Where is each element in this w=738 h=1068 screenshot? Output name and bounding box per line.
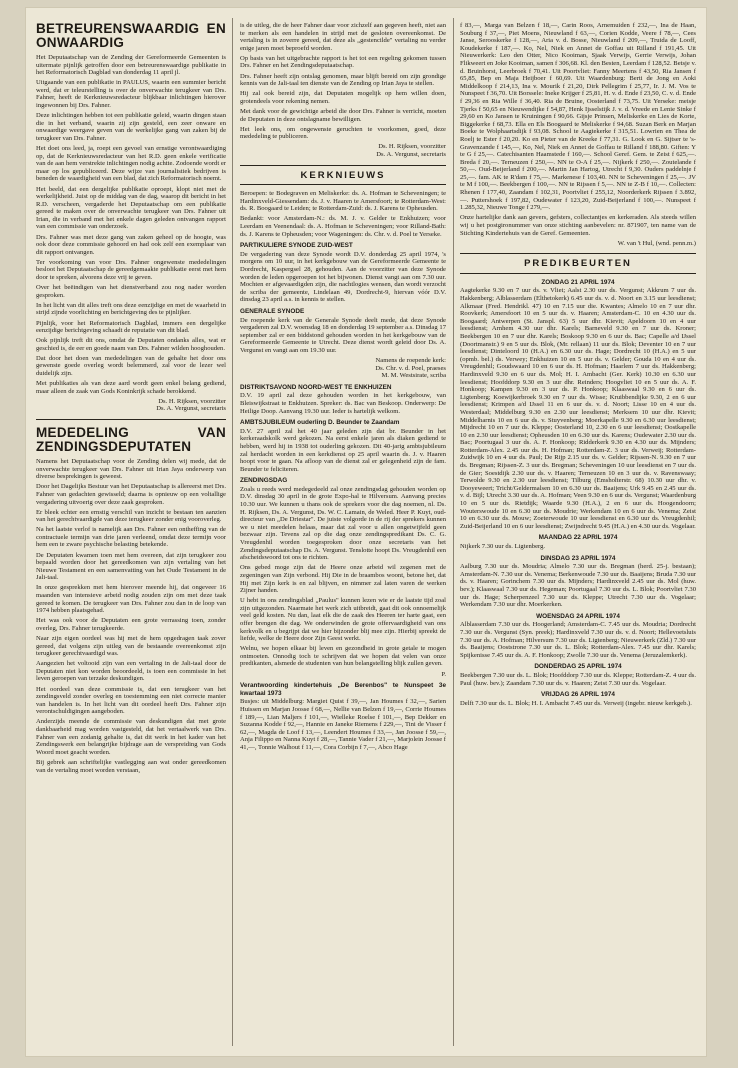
paragraph: Aalburg 7.30 uur ds. Moudria; Almelo 7.30 uur ds. Bregman (herd. 25-j. bestaan); Amsterdam-N. 7.30 uur ds. Venema; Berkenwoude 7.30 uur ds. Baaijens; Bruda 7.30 uur ds. v. Haaren; Gorinchem 7.30 uur ds. Mijnders; Hardinxveld 2.45 uur ds. Mol (huw. bev.); Klaaswaal 7.30 uur ds. Hegeman; Poortugaal 7.30 uur ds. L. Blok; Poortvliet 7.30 uur ds. Hage; Scherpenzeel 7.30 uur ds. Kleppe; Utrecht 7.30 uur ds. Vogelaar; Werkendam 7.30 uur dhr. Moerkerken. <box>460 563 696 609</box>
paragraph: Door het Dagelijks Bestuur van het Deputaatschap is allereerst met Drs. Fahner van gedachten gewisseld; daarna is opnieuw op een voltallige vergadering uitvoerig over deze zaak gesproken. <box>36 483 226 506</box>
subheading: PARTIKULIERE SYNODE ZUID-WEST <box>240 242 353 250</box>
paragraph: Aangezien het voltooid zijn van een vertaling in de Jali-taal door de Deputaten niet kon worden beoordeeld, is toen een commissie in het leven geroepen van terzake deskundigen. <box>36 660 226 683</box>
day-heading: DINSDAG 23 APRIL 1974 <box>540 554 616 562</box>
paragraph: Alblasserdam 7.30 uur ds. Hoogerland; Amsterdam-C. 7.45 uur ds. Moudria; Dordrecht 7.30 uur ds. Vergunst (Syn. preek); Hardinxveld 7.30 uur ds. v. d. Noort; Hellevoetsluis 7.30 uur ds. A. Hofman; Hilversum 7.30 uur ds. Ligtenberg; Nieuwerkerk (Zld.) 7.30 uur ds. Baaijens; Ooststrone 7.30 uur ds. L. Blok; Rotterdam-Alex. 7.45 uur dhr. Karels; Spijkenisse 7.45 uur ds. A. F. Honkoop; Zwolle 7.30 uur ds. Venema (Jeruzalemkerk). <box>460 621 696 659</box>
subheading: AMBTSJUBILEUM ouderling D. Beunder te Zaandam <box>240 419 400 427</box>
paragraph: Drs. Fahner was met deze gang van zaken geheel op de hoogte, was ook door deze commissie gehoord en had ook zelf een exemplaar van dit rapport ontvangen. <box>36 233 226 256</box>
section-rule <box>460 253 696 254</box>
paragraph: Met publikaties als van deze aard wordt geen enkel belang gediend, maar alleen de zaak van Gods Koninkrijk schade berokkend. <box>36 380 226 395</box>
signature: Ds. H. Rijksen, voorzitter <box>158 397 226 405</box>
paragraph: D.V. 27 april zal het 40 jaar geleden zijn dat br. Beunder in het kerkeraadskolk werd gekozen. Na eerst enkele jaren als diaken gediend te hebben, werd hij in 1938 tot ouderling gekozen. Dit 40-jarig ambtsjubileum zal herdacht worden in een kerkdienst op 25 april waarin ds. J. v. Haaren hoopt voor te gaan. Na afloop van de dienst zal er gelegenheid zijn de fam. Beunder te feliciteren. <box>240 427 446 473</box>
column-left <box>36 22 226 1046</box>
signature: W. van 't Hul, (wnd. penn.m.) <box>617 239 696 247</box>
subheading: DISTRIKTSAVOND NOORD-WEST TE ENKHUIZEN <box>240 383 392 391</box>
paragraph: Busjes: uit Middelburg: Margiet Quist f 39,—, Jan Houmes f 32,—, Sarien Huissen en Marjan Joosse f 68,—, Nellie van Belzen f 19,—, Corrie Houmes f 189,—, Lian Maljers f 101,—, Wielleke Roelse f 101,—, Bep Dekker en Suzanna Kodde f 92,—, Hannie en Janeke Riemens f 229,—, Tini de Visser f 62,—, Magda de Loof f 13,—, Leendert Houmes f 33,—, Jan Joosse f 59,—, Anja Filippo en Nanna Kuyt f 28,—, Tannie Vader f 21,—, Marjolein Joosse f 41,—, Tonnie Walhout f 11,—, Cora Corbijn f 7,—, Abco Hage <box>240 698 446 751</box>
signature: Namens de roepende kerk: <box>375 356 446 364</box>
column-divider <box>232 18 233 1046</box>
section-rule <box>240 165 446 166</box>
section-rule <box>240 184 446 185</box>
day-heading: DONDERDAG 25 APRIL 1974 <box>534 663 622 671</box>
signature: Ds. Chr. v. d. Poel, praeses <box>375 364 446 372</box>
paragraph: Het doet ons leed, ja, roept een gevoel van ernstige verontwaardiging op, dat de Kerknieuwsredacteur van het R.D. geen enkele verificatie van de aan hem verstrekte inlichtingen nodig achtte. Zodoende wordt er maar op los gepubliceerd. Deze wijze van journalistiek bedrijven is beneden de waardigheid van een blad, dat zich Reformatorisch noemt. <box>36 145 226 183</box>
paragraph: Drs. Fahner heeft zijn ontslag genomen, maar blijft bereid om zijn grondige kennis van de Jali-taal ten dienste van de Zending op Irian Jaya te stellen. <box>240 72 446 88</box>
subheading: ZENDINGSDAG <box>240 477 288 485</box>
paragraph: is de uitleg, die de heer Fahner daar voor zichzelf aan gegeven heeft, niet aan te merken als een handelen in strijd met de gesloten overeenkomst. De vertaling is in zoverre gereed, dat deze als „gestencilde" vertaling nu verder enige jaren moet beproefd worden. <box>240 22 446 52</box>
paragraph: Ter voorkoming van voor Drs. Fahner ongewenste mededelingen besloot het Deputaatschap de gereedgemaakte publikatie eerst met hem door te spreken, alvorens deze vrij te geven. <box>36 258 226 282</box>
paragraph: In onze gesprekken met hem hierover meende hij, dat ongeveer 16 maanden van intensieve arbeid nodig zouden zijn om met deze taak gereed te komen. De terugkeer van Drs. Fahner zou dan in de loop van 1974 hebben plaatsgehad. <box>36 584 226 615</box>
signature: Ds. H. Rijksen, voorzitter <box>378 143 446 151</box>
section-rule <box>460 273 696 274</box>
paragraph: Ook pijnlijk treft dit ons, omdat de Deputaten ondanks alles, wat er geschied is, de eer en goede naam van Drs. Fahner wilden hooghouden. <box>36 337 226 352</box>
paragraph: Nijkerk 7.30 uur ds. Ligtenberg. <box>460 543 546 550</box>
paragraph: Beroepen: te Bodegraven en Meliskerke: ds. A. Hofman te Scheveningen; te Hardinxveld-Giessendam: ds. J. v. Haaren te Amersfoort; te Rotterdam-West: ds. R. Boogaard te Leiden; te Rotterdam-Zuid: ds. J. Karens te Opheusden. <box>240 190 446 213</box>
paragraph: In het licht van dit alles treft ons deze eenzijdige en met de waarheid in strijd zijnde voorlichting en berichtgeving des te pijnlijker. <box>36 301 226 317</box>
paragraph: Over het beëindigen van het dienstverband zou nog nader worden gesproken. <box>36 284 226 299</box>
column-middle <box>240 22 446 1046</box>
section-rule <box>36 419 226 420</box>
day-heading: VRIJDAG 26 APRIL 1974 <box>541 691 615 699</box>
paragraph: Deze inlichtingen hebben tot een publikatie geleid, waarin dingen staan die in het verband, waarin zij zijn gesteld, een zeer onware en onwaardige weergave geven van de werkelijke gang van zaken bij de terugkeer van Drs. Fahner. <box>36 112 226 142</box>
subheading: GENERALE SYNODE <box>240 307 305 315</box>
paragraph: Na het laatste verlof is namelijk aan Drs. Fahner een ontheffing van de contractuele termijn van drie jaren verleend, omdat deze termijn voor hem een te zware psychische belasting betekende. <box>36 526 226 549</box>
paragraph: Welnu, we hopen elkaar bij leven en gezondheid in grote getale te mogen ontmoeten. Onnodig toch te schrijven dat we hopen dat velen van onze predikanten, alsmede de studenten van hun belangstelling blijk zullen geven. <box>240 645 446 668</box>
paragraph: De vergadering van deze Synode wordt D.V. donderdag 25 april 1974, 's morgens om 10 uur, in het kerkgebouw van de Gereformeerde Gemeente te Dordrecht, Kaspergsel 28, gehouden. Aan de voorzitter van deze Synode worden de leden opgeroepen tot het bijwonen. Dienst vangt aan om 7.30 uur. Mochten er afgevaardigden zijn, die nachtlogies wensen, dan wordt verzocht de scriba der gemeente, Lindelaan 49, Dordrecht-9, hiervan vóór D.V. dinsdag 23 april a.s. in kennis te stellen. <box>240 250 446 304</box>
paragraph: Bij gebrek aan schriftelijke vastlegging aan wat onder gereedkomen van de vertaling moet worden verstaan, <box>36 758 226 774</box>
signature: M. M. Westsirate, scriba <box>381 372 446 380</box>
paragraph: Het leek ons, om ongewenste geruchten te voorkomen, goed, deze mededeling te publiceren. <box>240 125 446 141</box>
paragraph: Op basis van het uitgebrachte rapport is het tot een regeling gekomen tussen Drs. Fahner en het Zendingsdeputaatschap. <box>240 54 446 70</box>
paragraph: Anderzijds meende de commissie van deskundigen dat met grote dankbaarheid mag worden vastgesteld, dat het vertaalwerk van Drs. Fahner van een zodanig gehalte is, dat dit werk in het kader van het Zendingswerk een belangrijke bijdrage aan de verspreiding van Gods Woord moet geacht worden. <box>36 718 226 756</box>
column-divider <box>453 18 454 1046</box>
paragraph: De roepende kerk van de Generale Synode deelt mede, dat deze Synode vergaderen zal D.V. woensdag 18 en donderdag 19 september a.s. Dinsdag 17 september zal er een biddstond gehouden worden in het kerkgebouw van de Gereformeerde Gemeente te Utrecht. Deze dienst wordt geleid door Ds. A. Vergunst en vangt aan om 19.30 uur. <box>240 316 446 354</box>
paragraph: Aagtekerke 9.30 en 7 uur ds. v. Vliet; Aalst 2.30 uur ds. Vergunst; Akkrum 7 uur ds. Hakkenberg; Alblasserdam (Elthetokerk) 6.45 uur ds. v. d. Noort en 3.15 uur leesdienst; Alkmaar (Fred. Hendrikl. 47) 10 en 7.15 uur die. Kwantes; Almelo 10 en 7 uur dhr. Roovkerk; Amersfoort 10 en 5 uur ds. v. Haaren; Amsterdam-C. 10 en 4.30 uur ds. Boogaard; Antwerpen (St. Janspl. 63) 5 uur dhr. Kievit; Apeldoorn 10 en 4 uur leesdienst; Arnhem 4.30 uur dhr. Karels; Barneveld 9.30 en 7 uur ds. Kroner; Beekbergen 10 en 7 uur dhr. Karels; Boskoop 9.30 en 6 uur ds. Bac; Capelle a/d IJssel (Doortmanstr.) 9 en 5 uur ds. Blok, (Mr. rellaan) 11 uur ds. Blok; Deventer 10 en 7 uur leesdienst; Dinteloord 10 (H.A.) en 6.30 uur ds. Hage; Dordrecht 10 (H.A.) en 5 uur (opmb. bel.) ds. Verwey; Enkhuizen 10 en 5 uur ds. v. Gelder; Gouda 10 en 4 uur ds. Vreugdenhil; Goudswaard 10 en 6 uur ds. H. Hofman; Haarlem 7 uur ds. Hakkenberg; Hardinxveld 9.30 en 6 uur ds. Mol; H. I. Ambacht (Ger. Kerk) 10.30 en 6.30 uur leesdienst; Hoofddorp 9.30 en 3 uur dhr. Reinders; Hoogvliet 10 en 5 uur ds. A. F. Honkoop; Kampen 9.30 en 3 uur ds. P. Honkoop; Klaaswaal 9.30 en 6 uur ds. Ligtenberg; Koewijkerbroek 9.30 en 7 uur ds. Wisse; Kruibbendijke 9.30, 2 en 6 uur leesdienst; Krimpen a/d IJssel 11 en 6 uur ds. v. d. Noort; Lisse 10 en 4 uur ds. Westerdaal; Middelburg 9.30 en 2.30 uur leesdienst; Merksem 10 uur dhr. Kievit; Middelharnis 10 en 6 uur ds. v. Stuyvenberg; Moerkapelle 9.30 en 6.30 uur leesdienst; Mijdrecht 10 en 7 uur ds. Kleppe; Oosterland 10, 2.30 en 6 uur leesdienst; Oostkapelle 10 en 2.30 uur leesdienst; Opheusden 10 en 6.30 uur ds. Karens; Oudewater 2.30 uur ds. Bac; Poortugaal 3 uur ds. A. F. Honkoop; Ridderkerk 9.30 en 4.30 uur ds. Mijnders; Rotterdam-Alex. 2.45 uur ds. H. Hofman; Rotterdam-Z. 3 uur ds. Verweij; Rotterdam-Zuidwijk 10 en 4 uur ds. Paul; De Rijp 2.15 uur ds. v. Gelder; Rijssen-N. 9.30 en 7 uur ds. Bregman; Rijssen-Z. 3 uur ds. Bregman; Scheveningen 10 uur leesdienst en 7 uur ds. de Gier; Soestdijk 2.30 uur ds. v. Haaren; Terneuzen 10 en 3 uur ds. v. Ravenswaay; Terwolde 9.30 en 2.30 uur leesdienst; Tilburg (Emsholterstr. 68) 10.30 uur dhr. v. Dooyeweert; Tricht/Geldermalsen 10 en 6.30 uur ds. Baaijens; Urk 9.45 en 2.45 uur ds. v. d. Bijl; Utrecht 3.30 uur ds. A. Hofman; Veen 9.30 en 6 uur ds. Vergunst; Waardenburg 10 en 5 uur ds. Rietdijk; Waarde 9.30 (H.A.), 2 en 6 uur ds. Hoogendoorn; Wouterswoude 10 en 6.30 uur ds. Moudrie; Werkendam 10 en 6 uur ds. Venema; Zeist 10 en 6.30 uur ds. Mouw; Zoeterwoude 10 uur leesdienst en 6.30 uur ds. Vreugdenhil; Zuid-Beijerland 10 en 6 uur leesdienst; Zwijndrecht 9.45 (H.A.) en 4.30 uur ds. Vogelaar. <box>460 287 696 530</box>
signature: P. <box>441 670 446 678</box>
paragraph: Ons gebed moge zijn dat de Heere onze arbeid wil zegenen met de zegeningen van Zijn verbond. Hij Die in de braambos woont, betone het, dat Hij met Zijn kerk is en zal blijven, en nimmer zal laten varen de werken Zijner handen. <box>240 564 446 595</box>
paragraph: Het Deputaatschap van de Zending der Gereformeerde Gemeenten is uitermate pijnlijk getroffen door een betreurenswaardige publikatie in het Reformatorisch Dagblad van donderdag 11 april jl. <box>36 54 226 77</box>
paragraph: f 83,—, Marga van Belzen f 18,—, Carin Roos, Arnemuiden f 232,—, Ina de Haan, Souburg f 37,—, Piet Moens, Nieuwland f 63,—, Corien Kodde, Veere f 78,—, Cees Janse, Serooskerke f 128,—, Aria v. d. Bosse, Nieuwland f 209,—, Truida de Looff, Koudekerke f 187,—. Ko, Nel, Niek en Annet de Goffau uit Rilland f 191,45. Uit Nieuwerkerk: Leo den Otter, Nico Kooiman, Sjaak Verwijs, Gerrie Verwijs, Johan Flikweert en Joke Kooiman, samen f 306,68. Kl. den Besten, Leerdam f 128,52. Betsje v. d. Bruinhorst, Leerbroek f 70,41. Uit Poortvliet: Fanny Meertens f 43,50, Ria Jansen f 65,85, Bep en Maja Heijboer f 60,69. Uit Waardenburg: Berti de Jong en Aoki Middelkoop f 214,13, Ina v. Mourik f 21,20, Dirk Pellegrim f 25,77, Ir. J. M. Vos te Nunspeet f 36,70. Uit Borssele: Ineke Krijger f 25,81, H. v. d. Ende f 23,50, C. v. d. Ende f 29,36 en Ria Wille f 36,40. Ria de Bruine, Oosterland f 73,75. Uit Yerseke: meisje Tjerks f 50,65 en Nieuwendijke f 54,87, Henk Ijsselstijk J. v. d. Vreede en Lenie Sinke f 29,60 en Ko Jansen te Kruiningen f 90,66. Gijsje Prinsen, Meliskerke en Lies de Korte, Biggekerke f 68,73. Ella en Els Boogaard te Meliskerke f 94,68. Suzan Berk en Marjan Boeke te Wolphaartsdijk f 93,08. School te Aagtekerke f 315,51. Lowrien en Thea de Roelj te Ester f 20,20. Ko en Pieter van de Kreeke f 77,31. G. Look en G. Sijtser te 's-Gravenzande f 145,—, Ko, Nel, Niek en Annet de Goffau te Rilland f 188,80. Giften: Y te G f 25,—. Catechisanten Haamstede f 160,—. School Geref. Gem. te Zeist f 625,—. Breda f 20,—. Terneuzen f 250,—. NN te O-A f 25,—. Nijkerk f 250,—. Zoutelande f 50,—. Oud-Beijerland f 200,—. Martin Jan Hartog, Utrecht f 9,30. Ouders paddelnje f 25,—. fam. AK te R'dam f 75,—. Markenese f 103,40. NN te Scheveningen f 25,—. JV te M f 100,—. Beekbergen f 100,—. NN te Rijssen f 5,—. NN te Z-B f 10,—. Collecten: Rhenen f 177,40, Zaandam f 102,31, Poortvliet f 255,12, Noorderkerk Rijssen f 3.892,—. Puttershoek f 197,82, Oudewater f 123,20, Zuid-Beijerland f 100,—. Nunspeet f 1.285,32, Nieuwe Tonge f 279,—. <box>460 22 696 212</box>
paragraph: Namens het Deputaatschap voor de Zending delen wij mede, dat de onverwachte terugkeer van Drs. Fahner uit Irian Jaya onderwerp van diverse besprekingen is geweest. <box>36 458 226 481</box>
paragraph: Naar zijn eigen oordeel was hij met de hem opgedragen taak zover gereed, dat volgens zijn uitleg van de bestaande overeenkomst zijn terugkeer gerechtvaardigd was. <box>36 635 226 658</box>
day-heading: ZONDAG 21 APRIL 1974 <box>541 278 615 286</box>
paragraph: Met dank voor de gewichtige arbeid die door Drs. Fahner is verricht, moeten de Deputaten in deze ontslagname bewilligen. <box>240 107 446 123</box>
paragraph: Pijnlijk, voor het Reformatorisch Dagblad, immers een dergelijke eenzijdige berichtgeving schaadt de reputatie van dit blad. <box>36 319 226 335</box>
subheading: Verantwoording kindertehuis „De Berenbos" te Nunspeet 3e kwartaal 1973 <box>240 682 446 697</box>
paragraph: De Deputaten kwamen toen met hem overeen, dat zijn terugkeer zou bepaald worden door het gereedkomen van zijn vertaling van het Nieuwe Testament en een samenvatting van het Oude Testament in de Jali-taal. <box>36 551 226 582</box>
column-right <box>460 22 696 1046</box>
paragraph: Het was ook voor de Deputaten een grote verrassing toen, zonder overleg, Drs. Fahner terugkeerde. <box>36 617 226 632</box>
paragraph: Zoals u reeds werd medegedeeld zal onze zendingsdag gehouden worden op D.V. dinsdag 30 april in de grote Expo-hal te Hilversum. Aanvang precies 10.30 uur. We kunnen u thans ook de sprekers voor die dag noemen, nl. Ds. H. Rijksen, Ds. A. Vergunst, Ds. W. C. Lamain, de Weled. Heer P. Kuyt, oud-directeur van „De Driestar". De juiste volgorde in de rij der sprekers kunnen we u niet meedelen helaas, maar dat zal voor u allen ongetwijfeld geen bezwaar zijn. Tevens zal op die dag onze zendingspredikant Ds. C. G. Vreugdenhil worden toegesproken door onze secretaris van het Zendingsdeputaatschap Ds. A. Vergunst. Tenslotte hoopt Ds. Vreugdenhil een afscheidswoord tot ons te richten. <box>240 485 446 562</box>
paragraph: Onze hartelijke dank aan gevers, gefsters, collectantjes en kerkeraden. Als steeds willen wij u het postgironummer van onze stichting aanbevelen: nr. 871907, ten name van de Stichting Kindertehuis van de Geref. Gemeenten. <box>460 214 696 237</box>
paragraph: Beekbergen 7.30 uur ds. L. Blok; Hoofddorp 7.30 uur ds. Kleppe; Rotterdam-Z. 4 uur ds. Paul (huw. bev.); Zaandam 7.30 uur ds. v. Haaren; Zeist 7.30 uur ds. Vogelaar. <box>460 671 696 687</box>
paragraph: Bedankt: voor Amsterdam-N.: ds. M. J. v. Gelder te Enkhuizen; voor Leerdam en Veenendaal: ds. A. Hofman te Scheveningen; voor Rilland-Bath: ds. J. Karens te Opheusden; voor Wageningen: ds. Chr. v. d. Poel te Yerseke. <box>240 215 446 238</box>
paragraph: Hij zal ook bereid zijn, dat Deputaten mogelijk op hem willen doen, grotendeels voor rekening nemen. <box>240 90 446 105</box>
section-title-kerknieuws: KERKNIEUWS <box>300 169 386 181</box>
day-heading: WOENSDAG 24 APRIL 1974 <box>536 612 620 620</box>
paragraph: U hebt in ons zendingsblad „Paulus" kunnen lezen wie er de laatste tijd zoal zijn uitgezonden. Naarmate het werk zich uitbreidt, gaat dit ook onnoemelijk veel geld kosten. Nu dan, laat elk die de zaak des Heeren ter harte gaat, een offer brengen die dag. We onderwinden de grote offervaardigheid van ons kerkvolk en u begrijpt dat we hier bijzonder blij mee zijn. Hierbij spreekt de liefde, welke de Heere door Zijn Geest werkt. <box>240 597 446 643</box>
paragraph: Het beeld, dat een dergelijke publikatie oproept, klopt niet met de werkelijkheid. Juist op de middag van de dag, waarop dit bericht in het R.D. verscheen, vergaderde het Deputaatschap om een publikatie gereed te maken over de onverwachte terugkeer van Drs. Fahner uit Irian, die in verband met het enkele dagen geleden ontvangen rapport van een commissie van onderzoek. <box>36 185 226 231</box>
section-title-predikbeurten: PREDIKBEURTEN <box>524 258 632 270</box>
paragraph: D.V. 19 april zal deze gehouden worden in het kerkgebouw, van Bleiswijkstraat te Enkhuizen. Spreker: ds. Bac van Beskoop. Onderwerp: De Heilige Doop. Aanvang 19.30 uur. Ieder is hartelijk welkom. <box>240 392 446 415</box>
day-heading: MAANDAG 22 APRIL 1974 <box>538 534 618 542</box>
paragraph: Uitgaande van een publikatie in PAULUS, waarin een summier bericht werd, dat er teleurstelling is over de onverwachte terugkeer van Drs. Fahner, heeft de Kerknieuwsredacteur blijkbaar inlichtingen hierover ingewonnen bij Drs. Fahner. <box>36 79 226 110</box>
signature: Ds. A. Vergunst, secretaris <box>156 405 226 413</box>
newspaper-page <box>26 8 706 1056</box>
paragraph: Dat door het doen van mededelingen van de gehalte het door ons gewenste goede overleg wordt belemmerd, zal voor de lezer wel duidelijk zijn. <box>36 354 226 378</box>
signature: Ds. A. Vergunst, secretaris <box>376 150 446 158</box>
headline-betreurenswaardig: BETREURENSWAARDIG EN ONWAARDIG <box>36 22 226 50</box>
paragraph: Delft 7.30 uur ds. L. Blok; H. I. Ambacht 7.45 uur ds. Verweij (ingebr. nieuw kerkgeb.). <box>460 699 692 707</box>
paragraph: Het oordeel van deze commissie is, dat een terugkeer van het zendingsveld zonder overleg en toestemming een niet correcte manier van handelen is. In het licht van dit oordeel heeft Drs. Fahner zijn verontschuldigingen aangeboden. <box>36 685 226 716</box>
headline-mededeling: MEDEDELING VAN ZENDINGSDEPUTATEN <box>36 425 226 455</box>
paragraph: Er bleek echter een ernstig verschil van inzicht te bestaan ten aanzien van het gerechtvaardigde van deze terugkeer zonder enig vooroverleg. <box>36 508 226 524</box>
